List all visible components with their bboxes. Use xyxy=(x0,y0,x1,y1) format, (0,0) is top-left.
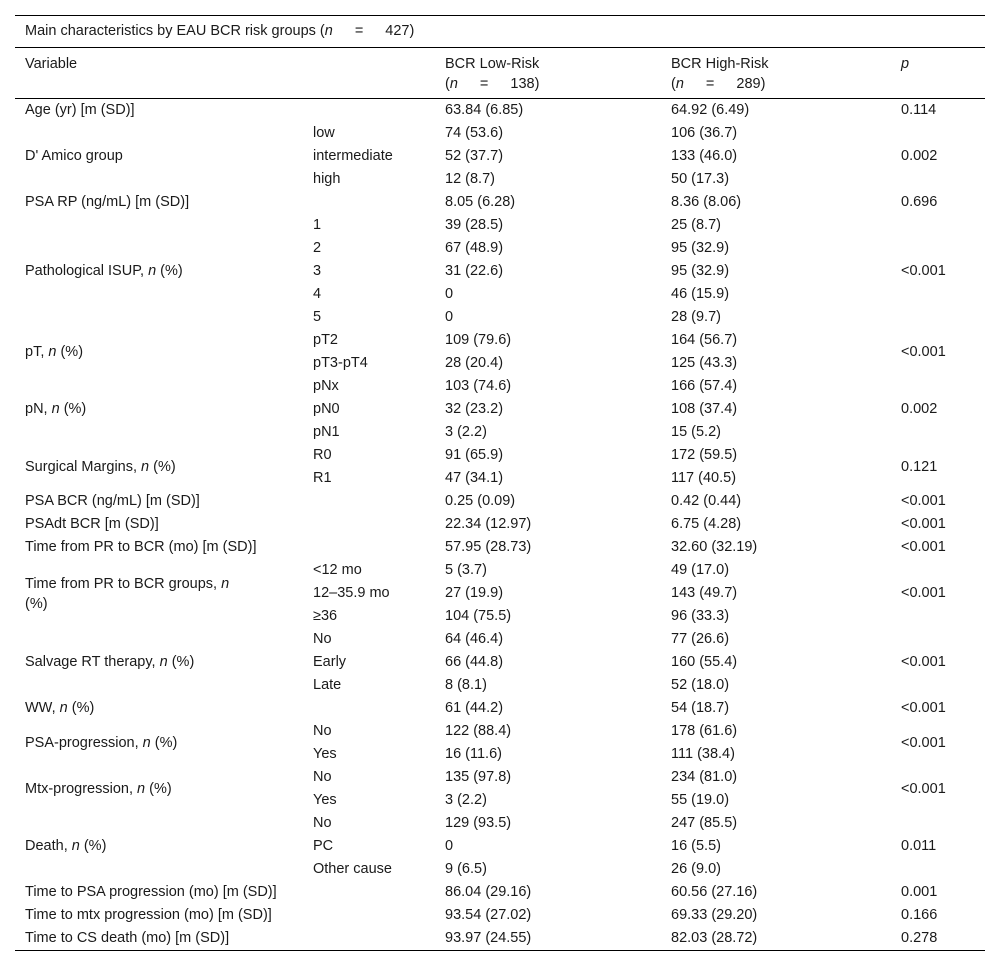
low-risk-value: 104 (75.5) xyxy=(445,608,512,624)
subgroup-label: 4 xyxy=(313,286,322,302)
p-value: <0.001 xyxy=(901,539,946,555)
high-risk-value: 15 (5.2) xyxy=(671,424,721,440)
p-value: 0.121 xyxy=(901,458,938,475)
header-p-value: p xyxy=(891,48,985,99)
subgroup-label: No xyxy=(313,769,332,785)
variable-label: Pathological ISUP, n (%) xyxy=(25,263,183,279)
table-row xyxy=(15,122,985,145)
high-risk-value: 77 (26.6) xyxy=(671,631,730,647)
subgroup-label: pN0 xyxy=(313,401,340,417)
high-risk-value: 106 (36.7) xyxy=(671,125,738,141)
subgroup-label: pT3-pT4 xyxy=(313,355,368,371)
subgroup-label: Other cause xyxy=(313,861,392,877)
high-risk-value: 46 (15.9) xyxy=(671,286,730,302)
low-risk-value: 8.05 (6.28) xyxy=(445,194,516,210)
high-risk-value: 160 (55.4) xyxy=(671,654,738,670)
p-value: 0.114 xyxy=(901,102,937,118)
high-risk-value: 52 (18.0) xyxy=(671,677,730,693)
low-risk-value: 22.34 (12.97) xyxy=(445,516,532,532)
low-risk-value: 67 (48.9) xyxy=(445,240,504,256)
high-risk-value: 16 (5.5) xyxy=(671,838,721,854)
low-risk-value: 103 (74.6) xyxy=(445,378,512,394)
table-row xyxy=(15,927,985,951)
subgroup-label xyxy=(303,99,435,123)
high-risk-value: 125 (43.3) xyxy=(671,355,738,371)
high-risk-value: 55 (19.0) xyxy=(671,792,730,808)
table-row xyxy=(15,720,985,743)
high-risk-value: 95 (32.9) xyxy=(671,263,730,279)
p-value: <0.001 xyxy=(901,780,946,797)
low-risk-value: 63.84 (6.85) xyxy=(445,102,524,118)
low-risk-value: 64 (46.4) xyxy=(445,631,504,647)
subgroup-label xyxy=(303,881,435,904)
table-row xyxy=(15,513,985,536)
high-risk-value: 133 (46.0) xyxy=(671,148,738,164)
table-row xyxy=(15,697,985,720)
table-row xyxy=(15,444,985,467)
variable-label: Time to PSA progression (mo) [m (SD)] xyxy=(25,884,277,900)
subgroup-label: 5 xyxy=(313,309,322,325)
p-value: 0.002 xyxy=(901,401,938,417)
high-risk-value: 247 (85.5) xyxy=(671,815,738,831)
table-row xyxy=(15,191,985,214)
table-row xyxy=(15,536,985,559)
subgroup-label: No xyxy=(313,815,332,831)
variable-label: WW, n (%) xyxy=(25,700,95,716)
low-risk-value: 52 (37.7) xyxy=(445,148,504,164)
subgroup-label: 12–35.9 mo xyxy=(313,585,390,601)
low-risk-value: 31 (22.6) xyxy=(445,263,504,279)
p-value: <0.001 xyxy=(901,654,946,670)
low-risk-value: 9 (6.5) xyxy=(445,861,487,877)
high-risk-value: 60.56 (27.16) xyxy=(671,884,758,900)
p-value: 0.278 xyxy=(891,927,985,951)
high-risk-value: 28 (9.7) xyxy=(671,309,721,325)
subgroup-label: pNx xyxy=(313,378,339,394)
subgroup-label xyxy=(303,513,435,536)
p-value: <0.001 xyxy=(901,516,946,532)
header-variable: Variable xyxy=(15,48,303,99)
variable-label: PSA RP (ng/mL) [m (SD)] xyxy=(25,194,190,210)
table-row xyxy=(15,559,985,582)
low-risk-value: 57.95 (28.73) xyxy=(445,539,532,555)
subgroup-label xyxy=(303,904,435,927)
high-risk-value: 6.75 (4.28) xyxy=(671,516,742,532)
high-risk-value: 32.60 (32.19) xyxy=(671,539,758,555)
low-risk-value: 8 (8.1) xyxy=(445,677,487,693)
table-row xyxy=(15,766,985,789)
p-value: <0.001 xyxy=(901,343,946,360)
low-risk-value: 74 (53.6) xyxy=(445,125,504,141)
low-risk-value: 0 xyxy=(445,838,454,854)
variable-label: pN, n (%) xyxy=(25,401,87,417)
low-risk-value: 86.04 (29.16) xyxy=(445,884,532,900)
variable-label: D' Amico group xyxy=(25,148,123,164)
high-risk-value: 111 (38.4) xyxy=(671,746,735,762)
high-risk-value: 172 (59.5) xyxy=(671,447,738,463)
table-container xyxy=(15,15,985,951)
low-risk-value: 91 (65.9) xyxy=(445,447,504,463)
variable-label: Time from PR to BCR (mo) [m (SD)] xyxy=(25,539,257,555)
high-risk-value: 82.03 (28.72) xyxy=(661,927,891,951)
high-risk-value: 25 (8.7) xyxy=(671,217,721,233)
subgroup-label: Early xyxy=(313,654,347,670)
variable-label: PSAdt BCR [m (SD)] xyxy=(25,516,159,532)
low-risk-value: 0.25 (0.09) xyxy=(445,493,516,509)
subgroup-label: pN1 xyxy=(313,424,340,440)
p-value: <0.001 xyxy=(901,734,946,751)
p-value: <0.001 xyxy=(901,263,946,279)
subgroup-label: PC xyxy=(313,838,334,854)
low-risk-value: 28 (20.4) xyxy=(445,355,504,371)
table-row xyxy=(15,628,985,651)
low-risk-value: 0 xyxy=(445,286,454,302)
table-row xyxy=(15,904,985,927)
subgroup-label: No xyxy=(313,723,332,739)
variable-label: PSA BCR (ng/mL) [m (SD)] xyxy=(25,493,200,509)
p-value: <0.001 xyxy=(901,585,946,601)
high-risk-value: 96 (33.3) xyxy=(671,608,730,624)
high-risk-value: 143 (49.7) xyxy=(671,585,738,601)
table-row xyxy=(15,214,985,237)
high-risk-value: 69.33 (29.20) xyxy=(671,907,758,923)
variable-label: Age (yr) [m (SD)] xyxy=(25,102,135,118)
table-caption: Main characteristics by EAU BCR risk groups (n = 427) xyxy=(15,16,985,48)
subgroup-label: intermediate xyxy=(313,148,393,164)
subgroup-label: No xyxy=(313,631,332,647)
header-high-risk: BCR High-Risk (n = 289) xyxy=(661,48,891,99)
variable-label: Time to CS death (mo) [m (SD)] xyxy=(15,927,303,951)
low-risk-value: 32 (23.2) xyxy=(445,401,504,417)
subgroup-label: 2 xyxy=(313,240,322,256)
low-risk-value: 3 (2.2) xyxy=(445,424,487,440)
low-risk-value: 12 (8.7) xyxy=(445,171,495,187)
high-risk-value: 164 (56.7) xyxy=(671,332,738,348)
subgroup-label: 3 xyxy=(313,263,322,279)
subgroup-label xyxy=(303,697,435,720)
table-row xyxy=(15,881,985,904)
low-risk-value: 5 (3.7) xyxy=(445,562,487,578)
low-risk-value: 135 (97.8) xyxy=(445,769,512,785)
table-row xyxy=(15,329,985,352)
low-risk-value: 47 (34.1) xyxy=(445,470,504,486)
table-row xyxy=(15,375,985,398)
subgroup-label xyxy=(303,191,435,214)
low-risk-value: 129 (93.5) xyxy=(445,815,512,831)
variable-label: Time to mtx progression (mo) [m (SD)] xyxy=(25,907,272,923)
subgroup-label: ≥36 xyxy=(313,608,338,624)
low-risk-value: 93.54 (27.02) xyxy=(445,907,532,923)
variable-label: Time from PR to BCR groups, n (%) xyxy=(25,575,230,612)
variable-label: Salvage RT therapy, n (%) xyxy=(25,654,195,670)
high-risk-value: 64.92 (6.49) xyxy=(671,102,750,118)
variable-label: Mtx-progression, n (%) xyxy=(25,780,172,797)
p-value: 0.696 xyxy=(901,194,938,210)
p-value: 0.001 xyxy=(901,884,938,900)
high-risk-value: 178 (61.6) xyxy=(671,723,738,739)
variable-label: PSA-progression, n (%) xyxy=(25,734,178,751)
variable-label: Death, n (%) xyxy=(25,838,107,854)
high-risk-value: 117 (40.5) xyxy=(671,470,737,486)
subgroup-label: high xyxy=(313,171,341,187)
low-risk-value: 27 (19.9) xyxy=(445,585,504,601)
subgroup-label: R0 xyxy=(313,447,332,463)
subgroup-label xyxy=(303,536,435,559)
high-risk-value: 8.36 (8.06) xyxy=(671,194,742,210)
variable-label: Surgical Margins, n (%) xyxy=(25,458,176,475)
subgroup-label: Yes xyxy=(313,746,337,762)
high-risk-value: 49 (17.0) xyxy=(671,562,730,578)
high-risk-value: 54 (18.7) xyxy=(671,700,730,716)
p-value: 0.002 xyxy=(901,148,938,164)
high-risk-value: 0.42 (0.44) xyxy=(671,493,742,509)
low-risk-value: 39 (28.5) xyxy=(445,217,504,233)
subgroup-label xyxy=(303,490,435,513)
header-subgroup xyxy=(303,48,435,99)
p-value: 0.011 xyxy=(901,838,937,854)
table-row xyxy=(15,490,985,513)
table-row xyxy=(15,99,985,123)
p-value: <0.001 xyxy=(901,493,946,509)
high-risk-value: 26 (9.0) xyxy=(671,861,721,877)
low-risk-value: 16 (11.6) xyxy=(445,746,502,762)
subgroup-label: 1 xyxy=(313,217,322,233)
low-risk-value: 122 (88.4) xyxy=(445,723,512,739)
subgroup-label: pT2 xyxy=(313,332,338,348)
variable-label: pT, n (%) xyxy=(25,343,84,360)
characteristics-table xyxy=(15,15,985,951)
subgroup-label: Yes xyxy=(313,792,337,808)
subgroup-label: Late xyxy=(313,677,342,693)
low-risk-value: 3 (2.2) xyxy=(445,792,487,808)
high-risk-value: 50 (17.3) xyxy=(671,171,730,187)
p-value: 0.166 xyxy=(901,907,938,923)
high-risk-value: 234 (81.0) xyxy=(671,769,738,785)
low-risk-value: 66 (44.8) xyxy=(445,654,504,670)
high-risk-value: 166 (57.4) xyxy=(671,378,738,394)
table-caption-row xyxy=(15,16,985,48)
table-header-row xyxy=(15,48,985,99)
high-risk-value: 95 (32.9) xyxy=(671,240,730,256)
table-row xyxy=(15,812,985,835)
high-risk-value: 108 (37.4) xyxy=(671,401,738,417)
low-risk-value: 61 (44.2) xyxy=(445,700,504,716)
subgroup-label: low xyxy=(313,125,335,141)
subgroup-label xyxy=(303,927,435,951)
low-risk-value: 93.97 (24.55) xyxy=(435,927,661,951)
header-low-risk: BCR Low-Risk (n = 138) xyxy=(435,48,661,99)
subgroup-label: R1 xyxy=(313,470,332,486)
subgroup-label: <12 mo xyxy=(313,562,362,578)
low-risk-value: 0 xyxy=(445,309,454,325)
low-risk-value: 109 (79.6) xyxy=(445,332,512,348)
p-value: <0.001 xyxy=(901,700,946,716)
